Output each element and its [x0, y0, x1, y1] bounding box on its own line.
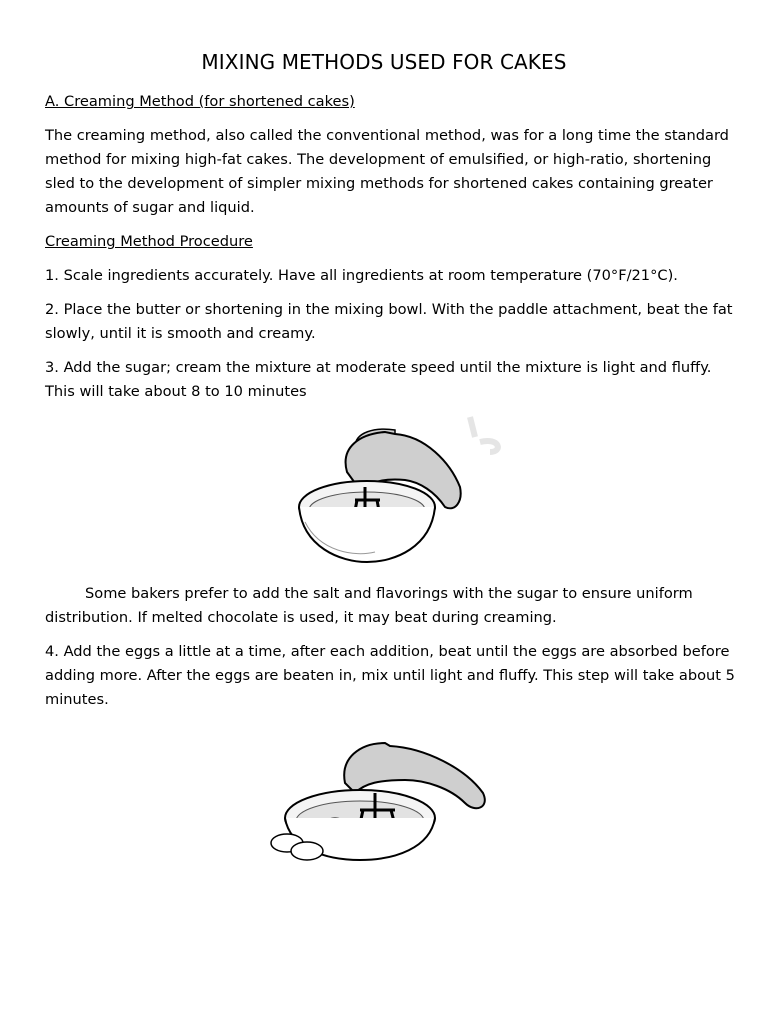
page-title: MIXING METHODS USED FOR CAKES: [201, 50, 567, 74]
step-3: 3. Add the sugar; cream the mixture at moderate speed until the mixture is light and fluffy. This will take about 8 to 10 minutes: [45, 359, 712, 400]
mixing-bowl-paddle-illustration: [285, 412, 515, 572]
section-a-heading: A. Creaming Method (for shortened cakes): [45, 93, 355, 110]
step-1: 1. Scale ingredients accurately. Have all ingredients at room temperature (70°F/21°C).: [45, 267, 678, 284]
mixing-bowl-eggs-illustration: [265, 738, 505, 863]
step-4: 4. Add the eggs a little at a time, after each addition, beat until the eggs are absorbed before adding more. After the eggs are beaten in, mix until light and fluffy. This step will take about 5 minutes.: [45, 643, 735, 708]
step-2: 2. Place the butter or shortening in the mixing bowl. With the paddle attachment, beat the fat slowly, until it is smooth and creamy.: [45, 301, 733, 342]
note-paragraph: Some bakers prefer to add the salt and flavorings with the sugar to ensure uniform distribution. If melted chocolate is used, it may beat during creaming.: [45, 585, 693, 626]
procedure-heading: Creaming Method Procedure: [45, 233, 253, 250]
intro-paragraph: The creaming method, also called the conventional method, was for a long time the standard method for mixing high-fat cakes. The development of emulsified, or high-ratio, shortening sled to the development of simpler mixing methods for shortened cakes containing greater amounts of sugar and liquid.: [45, 127, 729, 216]
